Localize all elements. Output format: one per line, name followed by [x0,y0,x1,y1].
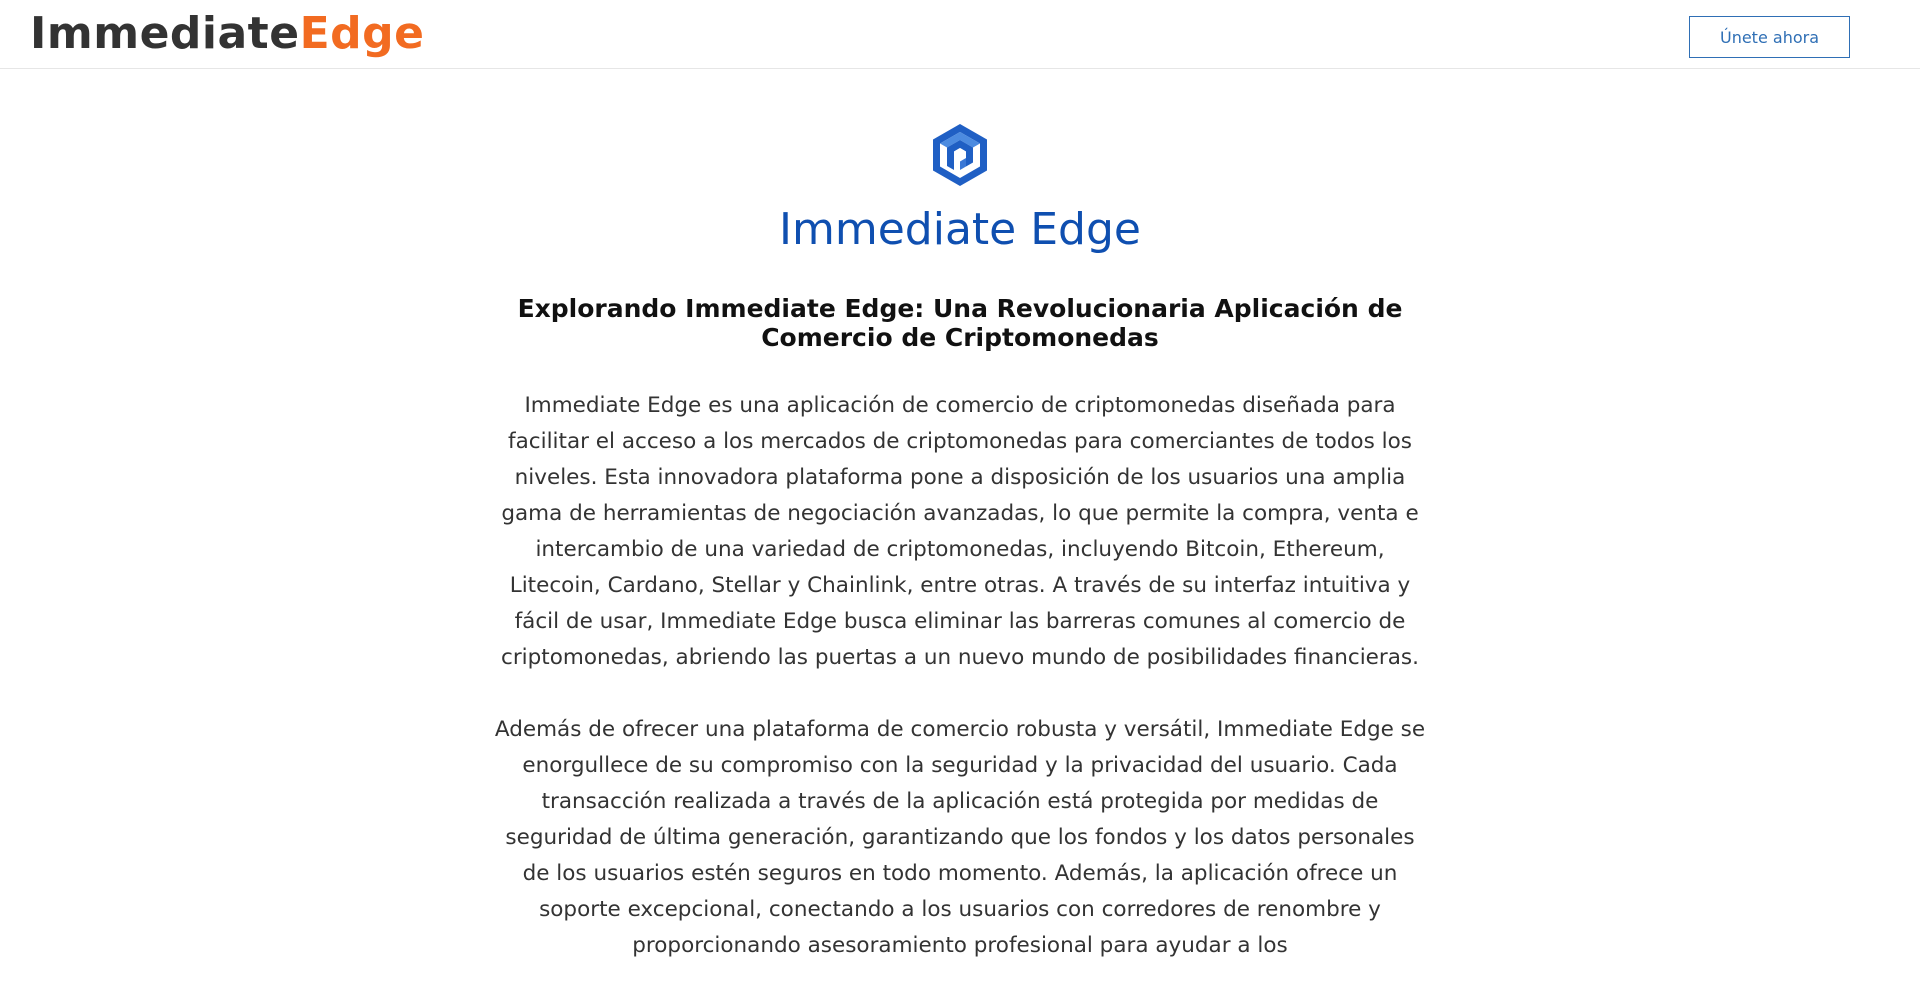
brand-text-edge: Edge [299,8,425,59]
brand-text-immediate: Immediate [30,8,300,59]
article-paragraph-1: Immediate Edge es una aplicación de comercio de criptomonedas diseñada para facilitar el acceso a los mercados de criptomonedas para comerciantes de todos los niveles. Esta innovadora plataforma pone a disposición de los usuarios una amplia gama de herramientas de negociación avanzadas, lo que permite la compra, venta e intercambio de una variedad de criptomonedas, incluyendo Bitcoin, Ethereum, Litecoin, Cardano, Stellar y Chainlink, entre otras. A través de su interfaz intuitiva y fácil de usar, Immediate Edge busca eliminar las barreras comunes al comercio de criptomonedas, abriendo las puertas a un nuevo mundo de posibilidades financieras. [501,393,1419,670]
hero-title: Immediate Edge [779,204,1141,255]
brand-logo[interactable] [30,8,424,60]
article-paragraph-2: Además de ofrecer una plataforma de comercio robusta y versátil, Immediate Edge se enorgullece de su compromiso con la seguridad y la privacidad del usuario. Cada transacción realizada a través de la aplicación está protegida por medidas de seguridad de última generación, garantizando que los fondos y los datos personales de los usuarios estén seguros en todo momento. Además, la aplicación ofrece un soporte excepcional, conectando a los usuarios con corredores de renombre y proporcionando asesoramiento profesional para ayudar a los [494,717,1426,958]
article-heading: Explorando Immediate Edge: Una Revolucionaria Aplicación de Comercio de Criptomonedas [517,294,1403,352]
hexagon-cube-icon [925,120,995,190]
article-content [490,294,1430,1000]
join-now-button[interactable]: Únete ahora [1689,16,1850,58]
top-navbar [0,0,1920,69]
